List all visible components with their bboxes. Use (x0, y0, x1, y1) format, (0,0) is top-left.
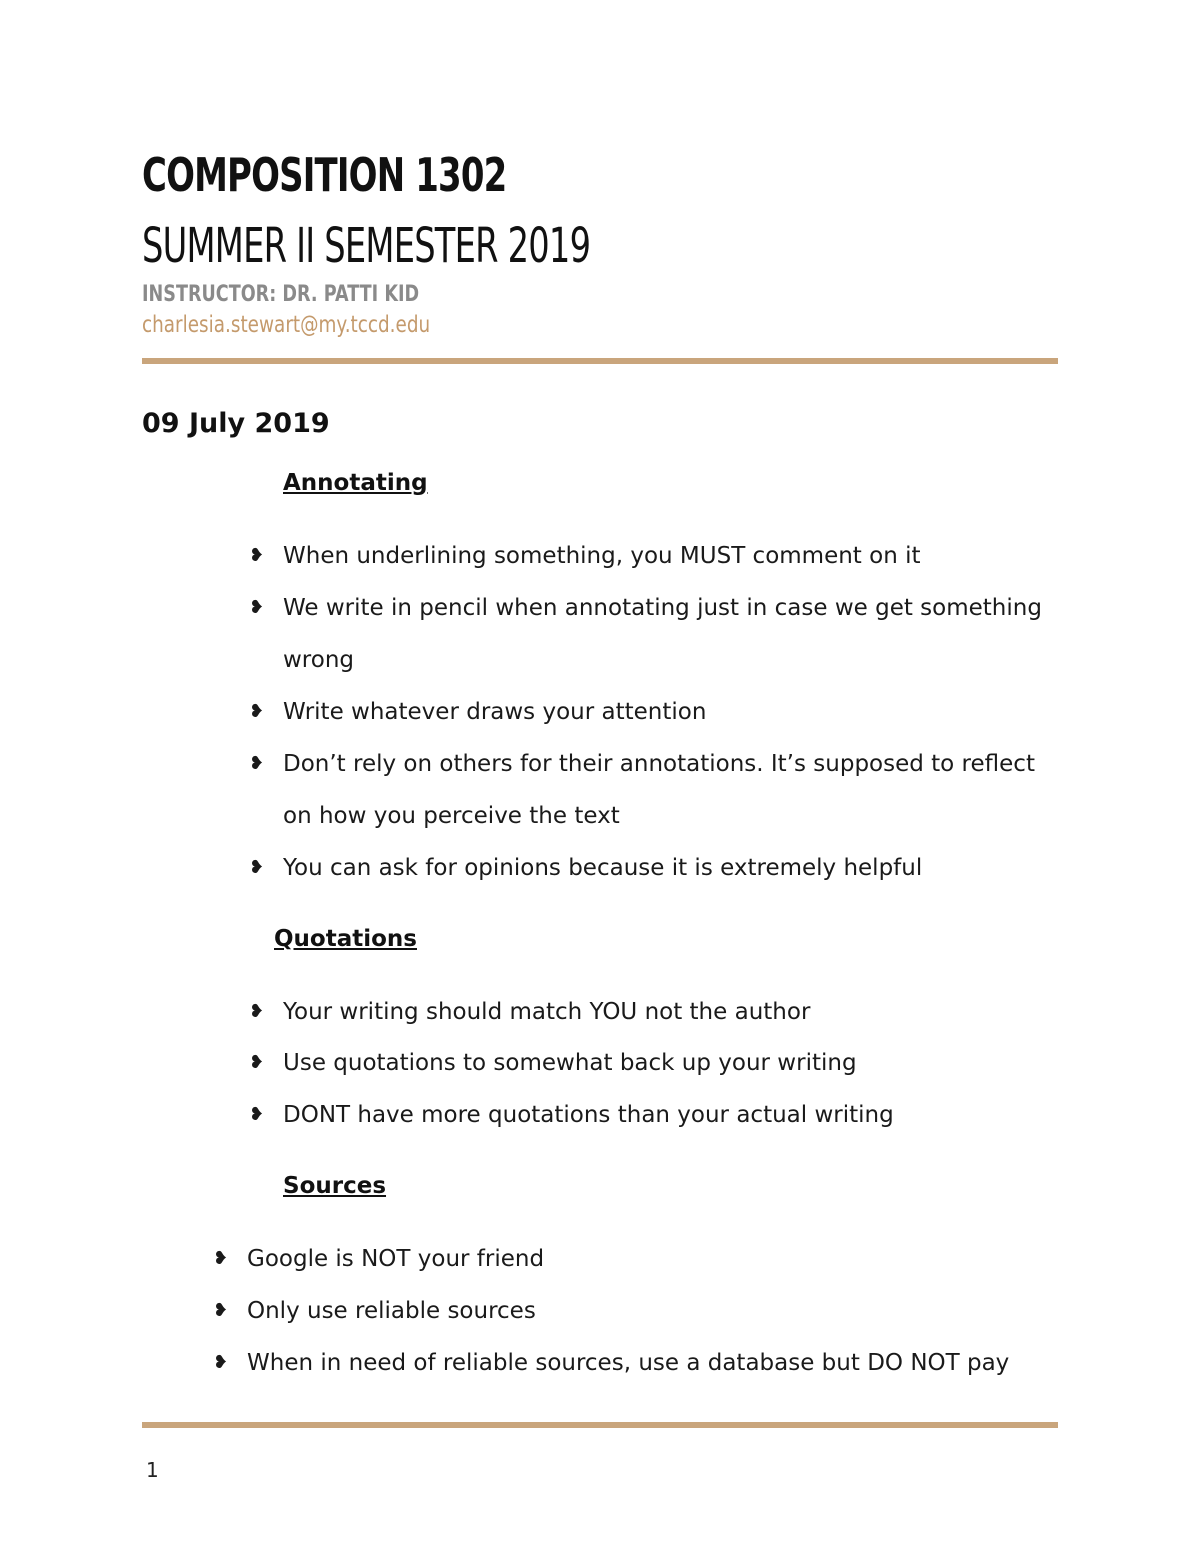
bullet-text: Your writing should match YOU not the author (283, 999, 811, 1025)
bullet-text: Use quotations to somewhat back up your writing (283, 1050, 857, 1076)
bullet-text: on how you perceive the text (283, 803, 620, 829)
bullet-text: Google is NOT your friend (247, 1246, 545, 1272)
date-heading: 09 July 2019 (142, 408, 330, 439)
bullet-arrow-icon: ❥ (213, 1248, 229, 1269)
bullet-text: Don’t rely on others for their annotations. It’s supposed to reflect (283, 751, 1035, 777)
section-heading-quotations: Quotations (274, 926, 417, 952)
bullet-arrow-icon: ❥ (249, 597, 265, 618)
bullet-item (213, 1233, 545, 1285)
bullet-continuation (283, 634, 354, 686)
section-heading-annotating: Annotating (283, 470, 428, 496)
bullet-arrow-icon: ❥ (249, 701, 265, 722)
bullet-text: Write whatever draws your attention (283, 699, 707, 725)
bullet-item (249, 530, 921, 582)
page-number: 1 (146, 1458, 159, 1482)
footer-divider (142, 1422, 1058, 1428)
bullet-text: wrong (283, 647, 355, 673)
semester-title: SUMMER II SEMESTER 2019 (142, 218, 591, 274)
bullet-text: DONT have more quotations than your actual writing (283, 1102, 894, 1128)
bullet-continuation (283, 790, 620, 842)
instructor-name: INSTRUCTOR: DR. PATTI KID (142, 282, 420, 307)
bullet-arrow-icon: ❥ (249, 1052, 265, 1073)
bullet-text: When in need of reliable sources, use a database but DO NOT pay (247, 1350, 1010, 1376)
bullet-arrow-icon: ❥ (249, 857, 265, 878)
bullet-arrow-icon: ❥ (213, 1352, 229, 1373)
bullet-item (213, 1337, 1010, 1389)
bullet-arrow-icon: ❥ (213, 1300, 229, 1321)
section-heading-sources: Sources (283, 1173, 387, 1199)
bullet-item (249, 842, 923, 894)
bullet-item (249, 986, 811, 1038)
bullet-item (213, 1285, 536, 1337)
bullet-item (249, 1089, 894, 1141)
bullet-arrow-icon: ❥ (249, 753, 265, 774)
bullet-text: Only use reliable sources (247, 1298, 536, 1324)
bullet-text: We write in pencil when annotating just in case we get something (283, 595, 1042, 621)
bullet-item (249, 582, 1042, 634)
bullet-item (249, 738, 1035, 790)
email-link[interactable]: charlesia.stewart@my.tccd.edu (142, 312, 431, 338)
bullet-arrow-icon: ❥ (249, 1104, 265, 1125)
header-divider (142, 358, 1058, 364)
bullet-item (249, 1037, 857, 1089)
bullet-item (249, 686, 707, 738)
bullet-text: When underlining something, you MUST comment on it (283, 543, 921, 569)
course-title: COMPOSITION 1302 (142, 148, 507, 202)
bullet-text: You can ask for opinions because it is extremely helpful (283, 855, 923, 881)
bullet-arrow-icon: ❥ (249, 1001, 265, 1022)
bullet-arrow-icon: ❥ (249, 545, 265, 566)
